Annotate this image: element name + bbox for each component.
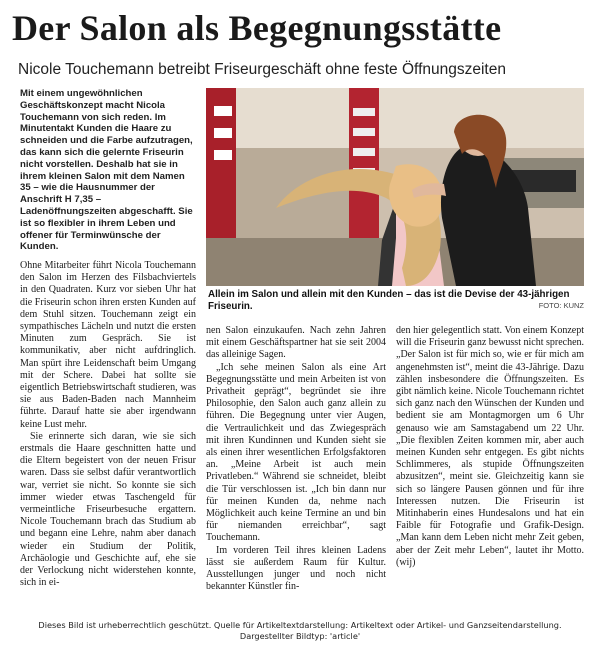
column-2-paragraph-2: „Ich sehe meinen Salon als eine Art Begegnungsstätte und mein Arbeiten ist von Privatheit geprägt“, begründet sie ihre Philosophie, den Salon auch ganz allein zu führen. Die Begegnung unter vier Augen, die Vertraulichkeit und das Zwiegespräch mit ihren Kundinnen und Kunden sieht sie als einen ihrer wesentlichen Erfolgsfaktoren an. „Meine Arbeit ist auch mein Privatleben.“ Während sie schneidet, bleibt die Tür verschlossen ist. „Ich bin dann nur für meinen Kunden da, nehme nach Möglichkeit auch keine Termine an und bin für niemanden erreichbar“, sagt Touchemann. bbox=[206, 361, 386, 544]
salon-photo bbox=[206, 88, 584, 286]
intro-paragraph: Mit einem ungewöhnlichen Geschäftskonzept macht Nicola Touchemann von sich reden. Im Minutentakt Kunden die Haare zu schneiden und die Farbe aufzutragen, das kann sich die gelernte Friseurin nicht vorstellen. Deshalb hat sie in ihrem kleinen Salon mit dem Namen 35 – wie die Hausnummer der Anschrift H 7,35 – Ladenöffnungszeiten abgeschafft. Sie ist so flexibler in ihrem Leben und offener für Terminwünsche der Kunden. bbox=[20, 88, 193, 253]
copyright-footer bbox=[0, 620, 600, 642]
article-column-2 bbox=[206, 325, 386, 615]
article-column-3 bbox=[396, 325, 584, 615]
column-3-paragraph-1: den hier gelegentlich statt. Von einem Konzept will die Friseurin ganz bewusst nicht sprechen. „Der Salon ist für mich so, wie er für mich am angenehmsten ist“, meint die 43-Jährige. Dazu zählen insbesondere die Öffnungszeiten. Es gibt nämlich keine. Nicole Touchemann richtet sich ganz nach den Wünschen der Kunden und bedient sie am Montagmorgen um 6 Uhr genauso wie am Samstagabend um 22 Uhr. „Die flexiblen Zeiten kommen mir, aber auch meinen Kunden sehr entgegen. Es gibt nichts Schlimmeres, als stupide Öffnungszeiten abzusitzen“, meint sie. Gleichzeitig kann sie sich so längere Pausen gönnen und für ihre Interessen nutzen. Die Friseurin ist Mitinhaberin eines Hundesalons und hat ein Faible für Fotografie und Grafik-Design. „Man kann dem Leben nicht mehr Zeit geben, aber der Zeit mehr Leben“, lautet ihr Motto. (wij) bbox=[396, 325, 584, 568]
article-column-1 bbox=[20, 260, 196, 612]
footer-line-2: Dargestellter Bildtyp: 'article' bbox=[239, 631, 361, 641]
column-1-paragraph-1: Ohne Mitarbeiter führt Nicola Touchemann den Salon im Herzen des Filsbachviertels in den Quadraten. Kurz vor sieben Uhr hat die Friseurin schon ihren ersten Kunden auf dem Stuhl sitzen. Touchemann zeigt ein sympathisches Lächeln und nutzt die ersten Minuten zum Gespräch. Sie ist kommunikativ, aber nicht aufdringlich. Man spürt ihre Leidenschaft beim Umgang mit der Schere. Dabei hat sollte sie eigentlich Betriebswirtschaft studieren, was sie aus Baden-Baden nach Mannheim führte. Darauf hatte sie aber irgendwann keine Lust mehr. bbox=[20, 260, 196, 430]
column-2-paragraph-3: Im vorderen Teil ihres kleinen Ladens lässt sie außerdem Raum für Kultur. Ausstellungen junger und noch nicht bekannter Künstler fin- bbox=[206, 544, 386, 593]
article-intro bbox=[20, 88, 196, 253]
photo-credit: FOTO: KUNZ bbox=[538, 301, 584, 310]
article-subheadline: Nicole Touchemann betreibt Friseurgeschäft ohne feste Öffnungszeiten bbox=[18, 61, 506, 78]
footer-line-1: Dieses Bild ist urheberrechtlich geschützt. Quelle für Artikeltextdarstellung: Artikeltext oder Artikel- und Ganzseitendarstellung. bbox=[38, 620, 562, 630]
photo-caption: Allein im Salon und allein mit den Kunden – das ist die Devise der 43-jährigen Friseurin. bbox=[208, 289, 570, 312]
article-headline: Der Salon als Begegnungsstätte bbox=[12, 8, 502, 48]
column-1-paragraph-2: Sie erinnerte sich daran, wie sie sich erstmals die Haare geschnitten hatte und die Eltern begeistert von der neuen Frisur waren. Dass sie selbst dafür verantwortlich war, verriet sie nicht. So konnte sie sich immer wieder etwas Taschengeld für vermeintliche Friseurbesuche ergattern. Nicole Touchemann brach das Studium ab und begann eine Lehre, nahm aber danach wieder ein Studium der Politik, Archäologie und Geschichte auf, ehe sie der Verlockung nicht widerstehen konnte, sich in ei- bbox=[20, 430, 196, 589]
column-2-paragraph-1: nen Salon einzukaufen. Nach zehn Jahren mit einem Geschäftspartner hat sie seit 2004 das alleinige Sagen. bbox=[206, 325, 386, 361]
